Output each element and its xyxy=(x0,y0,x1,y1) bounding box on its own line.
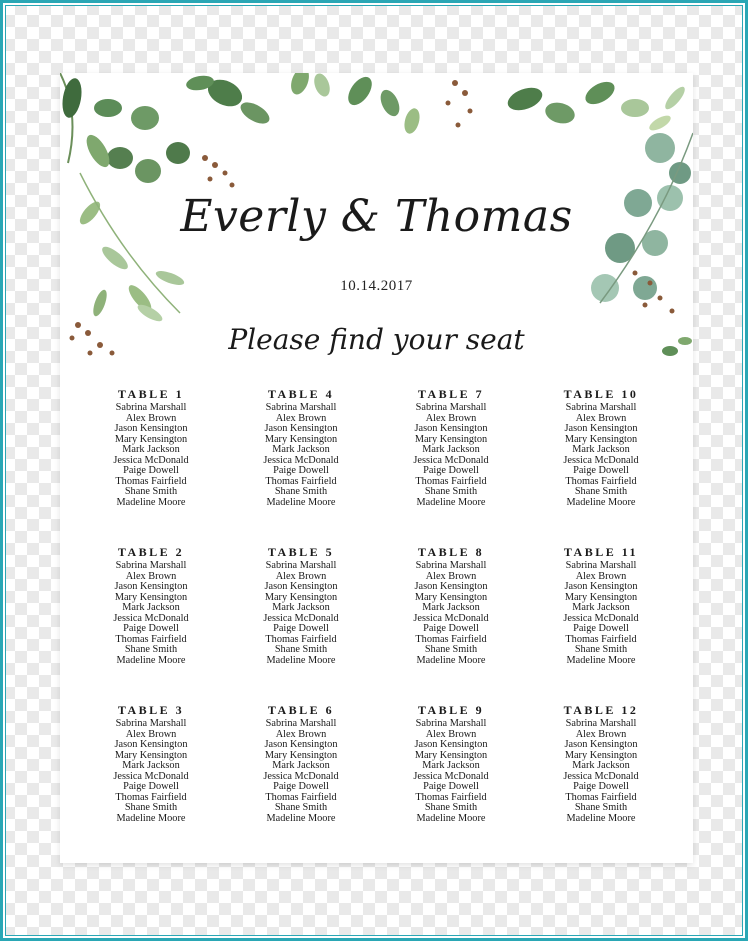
guest-name: Shane Smith xyxy=(274,802,328,813)
table-title: TABLE 4 xyxy=(267,387,335,401)
guest-name: Mark Jackson xyxy=(572,602,630,613)
guest-name: Alex Brown xyxy=(275,728,327,740)
table-block xyxy=(226,385,376,543)
guest-name: Paige Dowell xyxy=(423,781,479,792)
guest-name: Shane Smith xyxy=(274,486,328,497)
guest-name: Jason Kensington xyxy=(414,581,488,592)
guest-name: Mary Kensington xyxy=(114,433,188,445)
table-block xyxy=(526,543,676,701)
guest-name: Alex Brown xyxy=(575,570,627,582)
guest-name: Jason Kensington xyxy=(264,581,338,592)
table-block xyxy=(76,385,226,543)
guest-name: Thomas Fairfield xyxy=(265,633,337,645)
leaf-sprig-top-center xyxy=(288,73,473,135)
guest-name: Jason Kensington xyxy=(564,423,638,434)
guest-name: Paige Dowell xyxy=(273,465,329,476)
guest-name: Shane Smith xyxy=(424,486,478,497)
guest-name: Mary Kensington xyxy=(564,591,638,603)
table-block xyxy=(76,543,226,701)
guest-name: Shane Smith xyxy=(574,802,628,813)
guest-name: Mary Kensington xyxy=(414,591,488,603)
guest-name: Shane Smith xyxy=(274,644,328,655)
table-block xyxy=(226,543,376,701)
guest-name: Alex Brown xyxy=(575,728,627,740)
guest-name: Alex Brown xyxy=(425,728,477,740)
guest-name: Mary Kensington xyxy=(264,591,338,603)
table-grid xyxy=(76,385,676,855)
guest-name: Jason Kensington xyxy=(264,739,338,750)
guest-name: Mark Jackson xyxy=(272,444,330,455)
guest-name: Alex Brown xyxy=(275,570,327,582)
guest-name: Paige Dowell xyxy=(273,623,329,634)
guest-name: Sabrina Marshall xyxy=(115,560,187,571)
guest-name: Paige Dowell xyxy=(423,623,479,634)
guest-name: Madeline Moore xyxy=(116,654,186,666)
guest-name: Mary Kensington xyxy=(114,749,188,761)
guest-name: Mary Kensington xyxy=(114,591,188,603)
guest-name: Jessica McDonald xyxy=(113,612,189,624)
guest-name: Sabrina Marshall xyxy=(115,402,187,413)
guest-name: Shane Smith xyxy=(574,644,628,655)
guest-name: Sabrina Marshall xyxy=(415,402,487,413)
guest-name: Thomas Fairfield xyxy=(415,475,487,487)
guest-name: Sabrina Marshall xyxy=(265,718,337,729)
guest-name: Jessica McDonald xyxy=(113,454,189,466)
table-title: TABLE 5 xyxy=(267,545,335,559)
table-block xyxy=(76,701,226,859)
guest-name: Madeline Moore xyxy=(416,496,486,508)
guest-name: Jessica McDonald xyxy=(413,770,489,782)
guest-name: Thomas Fairfield xyxy=(265,791,337,803)
guest-name: Jessica McDonald xyxy=(263,770,339,782)
guest-name: Mary Kensington xyxy=(564,433,638,445)
guest-name: Mary Kensington xyxy=(264,433,338,445)
guest-name: Alex Brown xyxy=(125,412,177,424)
guest-name: Jessica McDonald xyxy=(563,612,639,624)
table-title: TABLE 7 xyxy=(417,387,485,401)
guest-name: Madeline Moore xyxy=(416,654,486,666)
couple-names-title: Everly & Thomas xyxy=(180,191,573,242)
guest-name: Sabrina Marshall xyxy=(265,402,337,413)
guest-name: Alex Brown xyxy=(275,412,327,424)
guest-name: Madeline Moore xyxy=(566,496,636,508)
guest-name: Paige Dowell xyxy=(573,465,629,476)
guest-name: Paige Dowell xyxy=(123,465,179,476)
event-date: 10.14.2017 xyxy=(340,278,413,294)
guest-name: Jessica McDonald xyxy=(563,454,639,466)
table-title: TABLE 12 xyxy=(563,703,639,717)
guest-name: Sabrina Marshall xyxy=(415,560,487,571)
guest-name: Jason Kensington xyxy=(414,739,488,750)
guest-name: Shane Smith xyxy=(124,802,178,813)
guest-name: Thomas Fairfield xyxy=(415,633,487,645)
guest-name: Thomas Fairfield xyxy=(565,791,637,803)
seating-chart-card xyxy=(60,73,693,863)
guest-name: Thomas Fairfield xyxy=(565,633,637,645)
guest-name: Shane Smith xyxy=(124,644,178,655)
guest-name: Sabrina Marshall xyxy=(565,718,637,729)
guest-name: Thomas Fairfield xyxy=(265,475,337,487)
guest-name: Thomas Fairfield xyxy=(115,791,187,803)
guest-name: Madeline Moore xyxy=(266,812,336,824)
guest-name: Shane Smith xyxy=(574,486,628,497)
guest-name: Madeline Moore xyxy=(266,496,336,508)
guest-name: Thomas Fairfield xyxy=(565,475,637,487)
guest-name: Jessica McDonald xyxy=(113,770,189,782)
guest-name: Sabrina Marshall xyxy=(115,718,187,729)
guest-name: Jason Kensington xyxy=(414,423,488,434)
guest-name: Alex Brown xyxy=(575,412,627,424)
guest-name: Alex Brown xyxy=(425,412,477,424)
guest-name: Madeline Moore xyxy=(566,812,636,824)
guest-name: Jessica McDonald xyxy=(263,454,339,466)
guest-name: Jessica McDonald xyxy=(413,612,489,624)
guest-name: Sabrina Marshall xyxy=(565,402,637,413)
table-title: TABLE 8 xyxy=(417,545,485,559)
table-block xyxy=(526,701,676,859)
guest-name: Paige Dowell xyxy=(273,781,329,792)
guest-name: Sabrina Marshall xyxy=(415,718,487,729)
guest-name: Mary Kensington xyxy=(414,749,488,761)
guest-name: Jason Kensington xyxy=(564,739,638,750)
table-block xyxy=(376,543,526,701)
guest-name: Paige Dowell xyxy=(123,781,179,792)
table-title: TABLE 10 xyxy=(563,387,639,401)
table-block xyxy=(376,701,526,859)
guest-name: Mary Kensington xyxy=(264,749,338,761)
guest-name: Jason Kensington xyxy=(114,739,188,750)
guest-name: Madeline Moore xyxy=(266,654,336,666)
guest-name: Mark Jackson xyxy=(422,444,480,455)
guest-name: Alex Brown xyxy=(425,570,477,582)
table-title: TABLE 3 xyxy=(117,703,185,717)
table-title: TABLE 6 xyxy=(267,703,335,717)
guest-name: Jessica McDonald xyxy=(563,770,639,782)
guest-name: Mark Jackson xyxy=(572,444,630,455)
guest-name: Mark Jackson xyxy=(122,760,180,771)
guest-name: Jason Kensington xyxy=(114,423,188,434)
guest-name: Jason Kensington xyxy=(264,423,338,434)
guest-name: Madeline Moore xyxy=(566,654,636,666)
table-block xyxy=(376,385,526,543)
guest-name: Paige Dowell xyxy=(573,781,629,792)
guest-name: Mary Kensington xyxy=(564,749,638,761)
guest-name: Sabrina Marshall xyxy=(265,560,337,571)
guest-name: Mary Kensington xyxy=(414,433,488,445)
guest-name: Thomas Fairfield xyxy=(115,475,187,487)
greenery-illustration xyxy=(60,73,693,433)
table-title: TABLE 11 xyxy=(563,545,639,559)
guest-name: Madeline Moore xyxy=(416,812,486,824)
guest-name: Mark Jackson xyxy=(272,602,330,613)
guest-name: Madeline Moore xyxy=(116,812,186,824)
guest-name: Jessica McDonald xyxy=(263,612,339,624)
guest-name: Alex Brown xyxy=(125,570,177,582)
guest-name: Jessica McDonald xyxy=(413,454,489,466)
table-title: TABLE 2 xyxy=(117,545,185,559)
guest-name: Mark Jackson xyxy=(572,760,630,771)
guest-name: Mark Jackson xyxy=(272,760,330,771)
guest-name: Mark Jackson xyxy=(122,444,180,455)
guest-name: Shane Smith xyxy=(424,802,478,813)
guest-name: Paige Dowell xyxy=(423,465,479,476)
table-block xyxy=(526,385,676,543)
guest-name: Madeline Moore xyxy=(116,496,186,508)
guest-name: Alex Brown xyxy=(125,728,177,740)
guest-name: Shane Smith xyxy=(424,644,478,655)
guest-name: Thomas Fairfield xyxy=(415,791,487,803)
guest-name: Sabrina Marshall xyxy=(565,560,637,571)
guest-name: Mark Jackson xyxy=(422,602,480,613)
seating-tagline: Please find your seat xyxy=(228,323,525,356)
guest-name: Jason Kensington xyxy=(114,581,188,592)
guest-name: Jason Kensington xyxy=(564,581,638,592)
guest-name: Mark Jackson xyxy=(122,602,180,613)
guest-name: Shane Smith xyxy=(124,486,178,497)
table-title: TABLE 9 xyxy=(417,703,485,717)
guest-name: Paige Dowell xyxy=(123,623,179,634)
guest-name: Thomas Fairfield xyxy=(115,633,187,645)
guest-name: Mark Jackson xyxy=(422,760,480,771)
guest-name: Paige Dowell xyxy=(573,623,629,634)
table-title: TABLE 1 xyxy=(117,387,185,401)
table-block xyxy=(226,701,376,859)
